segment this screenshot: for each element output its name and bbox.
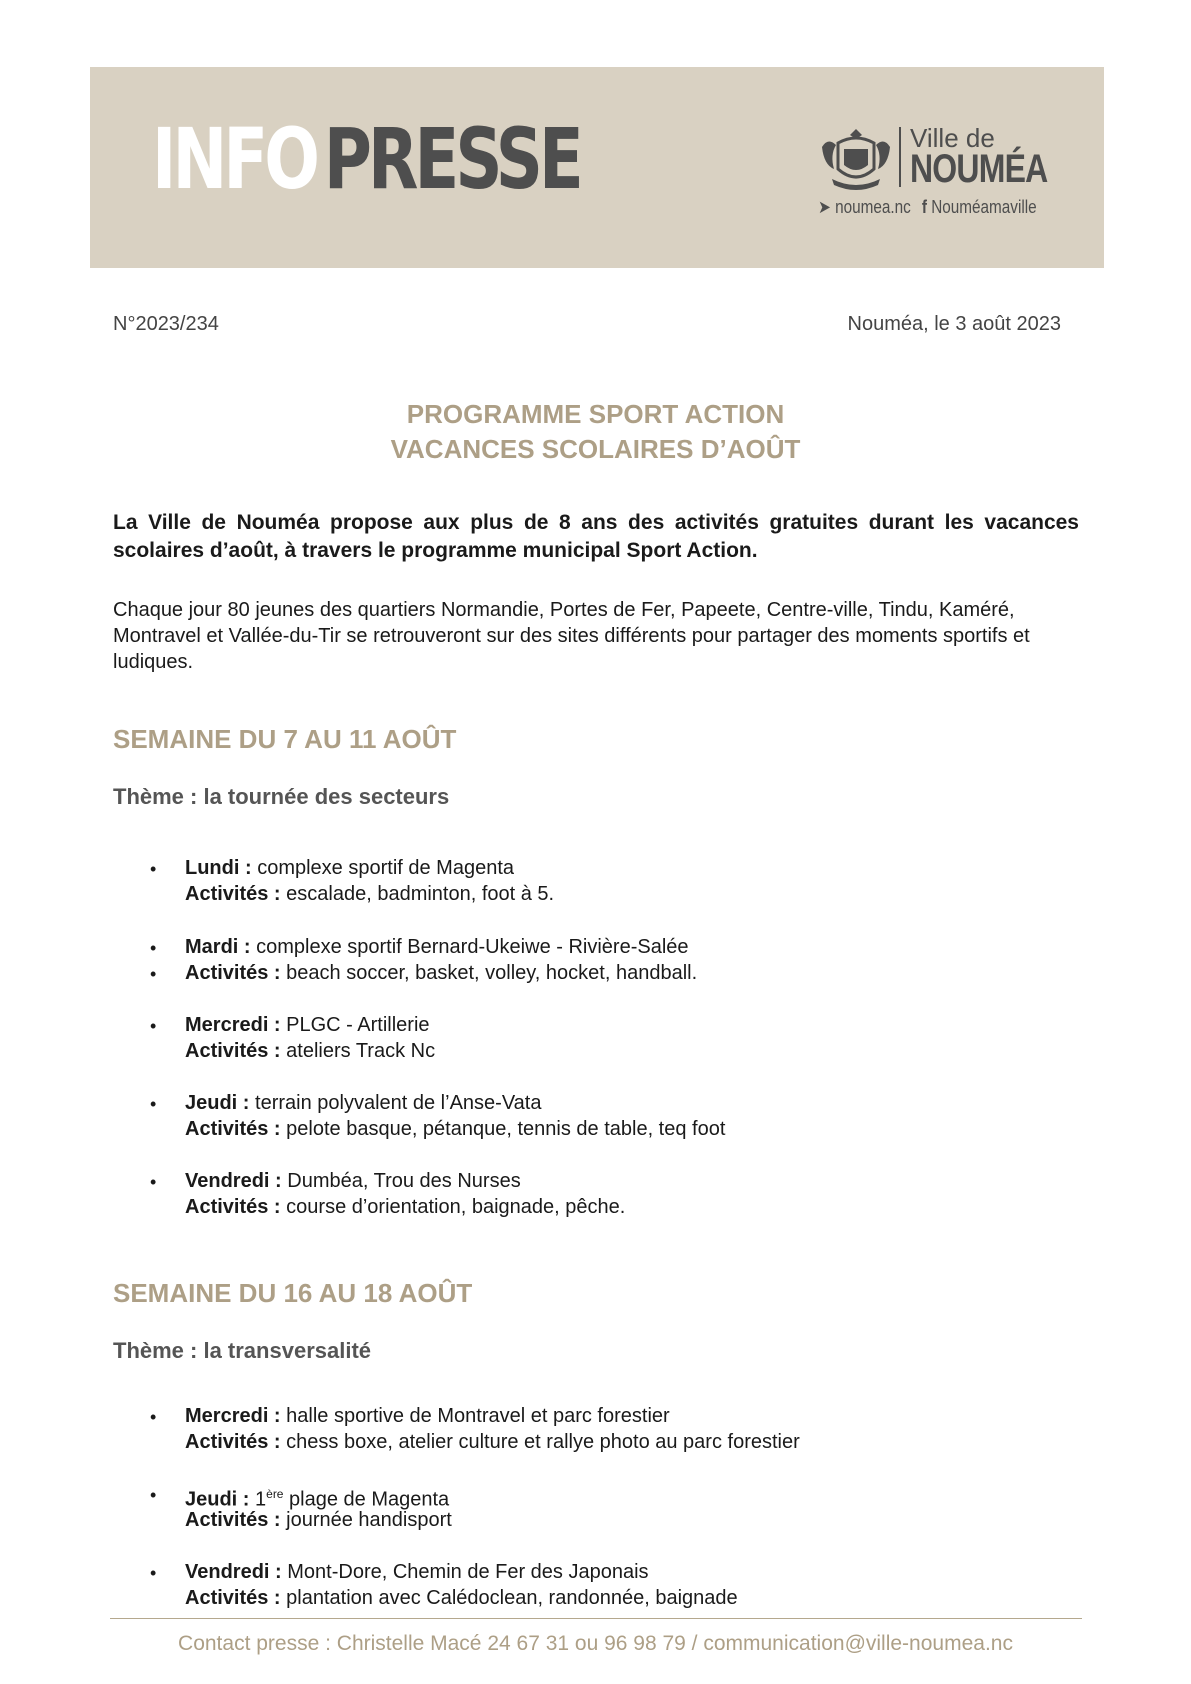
list-item: Activités : chess boxe, atelier culture et rallye photo au parc forestier	[185, 1431, 800, 1453]
noumea-crest-icon	[818, 125, 894, 195]
bullet: •	[150, 938, 157, 958]
list-item: Mercredi : PLGC - Artillerie	[185, 1014, 430, 1036]
banner-title	[152, 110, 580, 208]
press-release-date: Nouméa, le 3 août 2023	[847, 313, 1061, 335]
press-release-number: N°2023/234	[113, 313, 219, 335]
logo-facebook: Nouméamaville	[931, 197, 1037, 217]
logo-website: noumea.nc	[835, 197, 911, 217]
week1-theme: Thème : la tournée des secteurs	[113, 784, 450, 809]
header-banner	[90, 67, 1104, 268]
week2-theme: Thème : la transversalité	[113, 1338, 372, 1363]
list-item: Activités : escalade, badminton, foot à 5.	[185, 883, 555, 905]
bullet: •	[150, 964, 157, 984]
list-item: Vendredi : Dumbéa, Trou des Nurses	[185, 1170, 521, 1192]
cursor-arrow-icon: ➤	[818, 197, 831, 217]
lead-paragraph: La Ville de Nouméa propose aux plus de 8 ans des activités gratuites durant les vacances scolaires d’août, à travers le programme municipal Sport Action.	[113, 511, 1079, 562]
intro-paragraph: Chaque jour 80 jeunes des quartiers Normandie, Portes de Fer, Papeete, Centre-ville, Tindu, Kaméré, Montravel et Vallée-du-Tir se retrouveront sur des sites différents pour partager des moments sportifs et ludiques.	[113, 599, 1030, 673]
logo-links	[818, 197, 1037, 218]
bullet: •	[150, 1485, 157, 1505]
banner-title-info: INFO	[152, 110, 317, 208]
facebook-icon: f	[921, 197, 927, 217]
banner-title-presse: PRESSE	[323, 110, 580, 208]
document-title-line2: VACANCES SCOLAIRES D’AOÛT	[390, 434, 801, 464]
list-item: Vendredi : Mont-Dore, Chemin de Fer des Japonais	[185, 1561, 649, 1583]
list-item: Activités : beach soccer, basket, volley, hocket, handball.	[185, 962, 698, 984]
list-item: Mercredi : halle sportive de Montravel et parc forestier	[185, 1405, 670, 1427]
list-item: Activités : ateliers Track Nc	[185, 1040, 436, 1062]
bullet: •	[150, 1016, 157, 1036]
list-item: Activités : pelote basque, pétanque, tennis de table, teq foot	[185, 1118, 726, 1140]
list-item: Jeudi : 1ère plage de Magenta	[185, 1487, 450, 1511]
list-item: Activités : plantation avec Calédoclean, randonnée, baignade	[185, 1587, 738, 1609]
list-item: Lundi : complexe sportif de Magenta	[185, 857, 515, 879]
bullet: •	[150, 1563, 157, 1583]
logo-ville-de: Ville de	[910, 123, 995, 153]
logo-separator	[899, 127, 901, 187]
footer-divider	[110, 1618, 1082, 1619]
list-item: Mardi : complexe sportif Bernard-Ukeiwe - Rivière-Salée	[185, 936, 689, 958]
press-contact-footer: Contact presse : Christelle Macé 24 67 31 ou 96 98 79 / communication@ville-noumea.nc	[178, 1632, 1013, 1655]
bullet: •	[150, 1172, 157, 1192]
document-title-line1: PROGRAMME SPORT ACTION	[406, 399, 785, 429]
logo-noumea: NOUMÉA	[910, 147, 1048, 191]
bullet: •	[150, 1407, 157, 1427]
list-item: Jeudi : terrain polyvalent de l’Anse-Vata	[185, 1092, 542, 1114]
week2-heading: SEMAINE DU 16 AU 18 AOÛT	[113, 1278, 473, 1308]
ville-de-noumea-logo	[818, 125, 1058, 215]
list-item: Activités : course d’orientation, baignade, pêche.	[185, 1196, 626, 1218]
list-item: Activités : journée handisport	[185, 1509, 452, 1531]
week1-heading: SEMAINE DU 7 AU 11 AOÛT	[113, 724, 457, 754]
bullet: •	[150, 859, 157, 879]
bullet: •	[150, 1094, 157, 1114]
